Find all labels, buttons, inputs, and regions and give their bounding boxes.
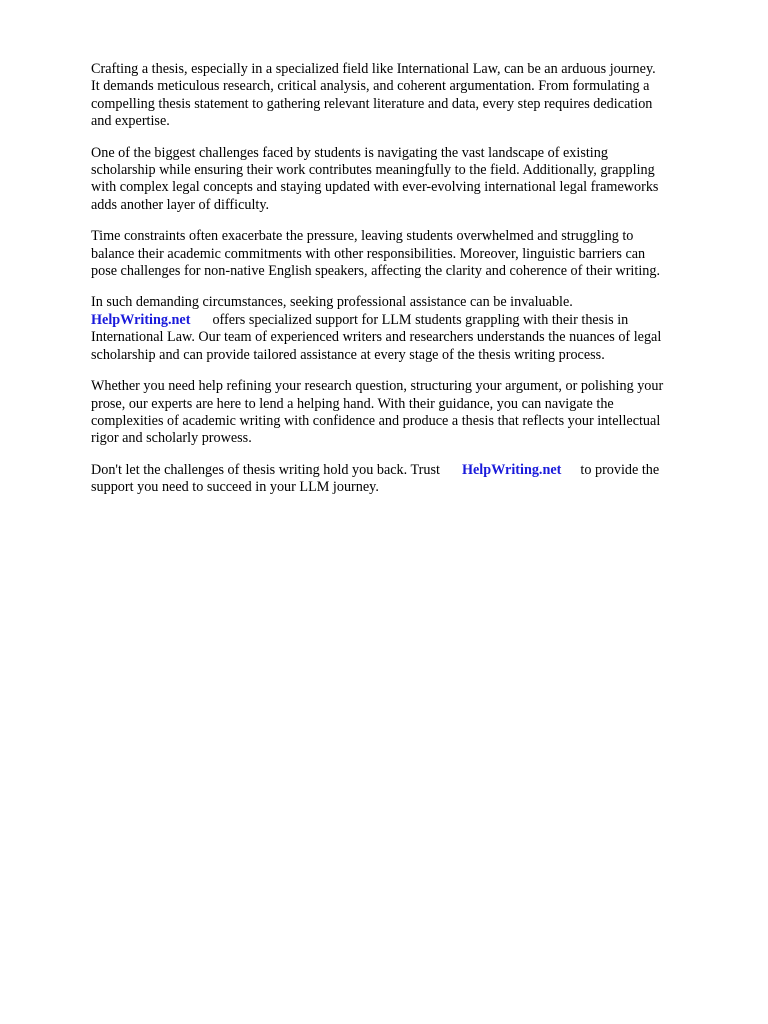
paragraph-closing	[91, 462, 717, 497]
closing-after-text: to provide the	[580, 461, 660, 478]
helpwriting-link-closing[interactable]: HelpWriting.net	[461, 461, 562, 478]
assistance-rest-text: offers specialized support for LLM students grappling with their thesis in International Law. Our team of experienced writers and researchers understands the nuances of legal scholarship and can provide tailored assistance at every stage of the thesis writing process.	[91, 311, 662, 363]
paragraph-time-constraints: Time constraints often exacerbate the pressure, leaving students overwhelmed and struggling to balance their academic commitments with other responsibilities. Moreover, linguistic barriers can pose challenges for non-native English speakers, affecting the clarity and coherence of their writing.	[91, 228, 660, 280]
document-body	[91, 61, 717, 511]
closing-before-text: Don't let the challenges of thesis writing hold you back. Trust	[91, 461, 440, 478]
helpwriting-link[interactable]: HelpWriting.net	[91, 311, 191, 328]
paragraph-intro: Crafting a thesis, especially in a specialized field like International Law, can be an arduous journey. It demands meticulous research, critical analysis, and coherent argumentation. From formulating a compelling thesis statement to gathering relevant literature and data, every step requires dedication and expertise.	[91, 61, 656, 130]
closing-line2-text: support you need to succeed in your LLM journey.	[91, 479, 379, 496]
paragraph-assistance	[91, 294, 717, 364]
paragraph-experts: Whether you need help refining your research question, structuring your argument, or polishing your prose, our experts are here to lend a helping hand. With their guidance, you can navigate the complexities of academic writing with confidence and produce a thesis that reflects your intellectual rigor and scholarly prowess.	[91, 378, 664, 447]
assistance-intro-text: In such demanding circumstances, seeking professional assistance can be invaluable.	[91, 294, 573, 311]
paragraph-challenges: One of the biggest challenges faced by students is navigating the vast landscape of existing scholarship while ensuring their work contributes meaningfully to the field. Additionally, grappling with complex legal concepts and staying updated with ever-evolving international legal frameworks adds another layer of difficulty.	[91, 144, 659, 213]
